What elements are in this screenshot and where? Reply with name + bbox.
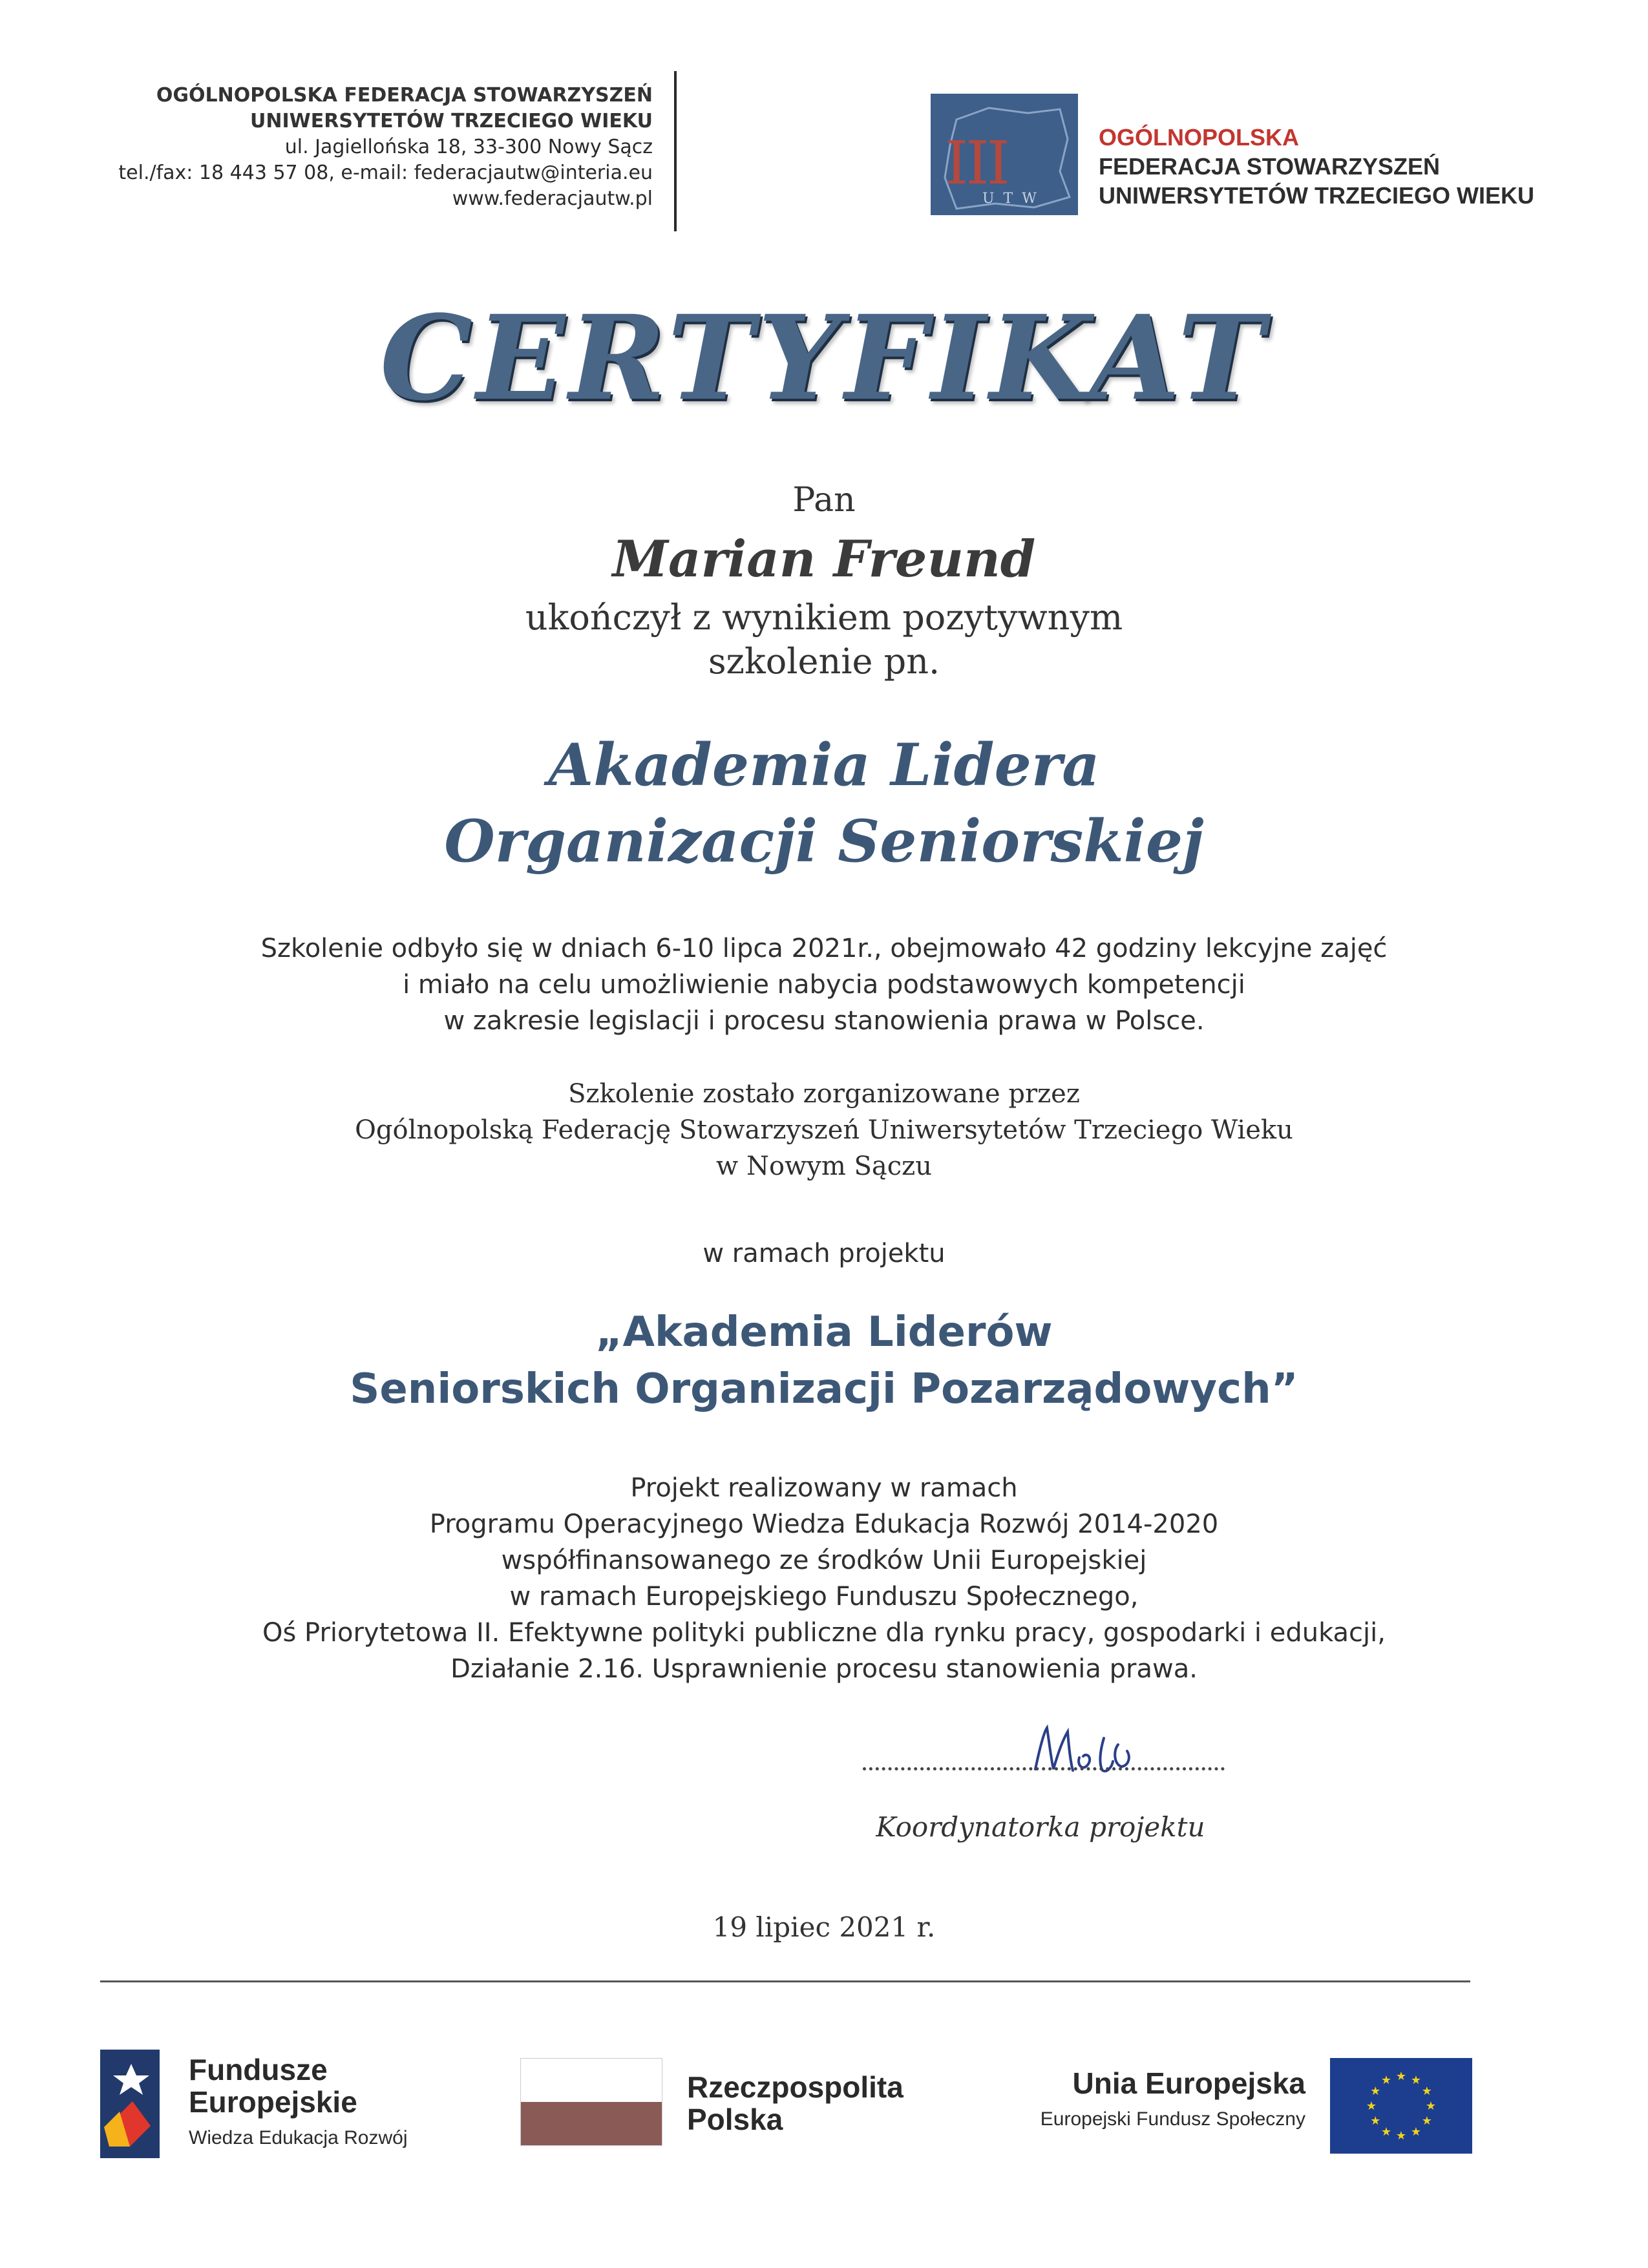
org-address: ul. Jagiellońska 18, 33-300 Nowy Sącz xyxy=(284,136,653,158)
org-name-line1: OGÓLNOPOLSKA FEDERACJA STOWARZYSZEŃ xyxy=(156,84,653,107)
eu-star-icon: ★ xyxy=(1370,2084,1381,2098)
org-contact: tel./fax: 18 443 57 08, e-mail: federacjautw@interia.eu xyxy=(118,162,653,184)
eu-star-icon: ★ xyxy=(1380,2074,1392,2088)
utw-logo xyxy=(931,94,1078,215)
completion-statement xyxy=(0,596,1648,684)
organizer-line3: w Nowym Sączu xyxy=(715,1151,932,1181)
details-line3: w zakresie legislacji i procesu stanowienia prawa w Polsce. xyxy=(443,1006,1205,1036)
polish-flag-icon xyxy=(520,2058,662,2146)
eu-star-icon: ★ xyxy=(1366,2099,1377,2113)
project-name-line2: Seniorskich Organizacji Pozarządowych” xyxy=(350,1365,1298,1413)
recipient-name: Marian Freund xyxy=(612,530,1036,589)
logo-letters: UTW xyxy=(982,191,1046,207)
ue-line2: Europejski Fundusz Społeczny xyxy=(1040,2108,1305,2130)
project-intro: w ramach projektu xyxy=(703,1239,945,1268)
organizer-line1: Szkolenie zostało zorganizowane przez xyxy=(568,1079,1080,1109)
salutation: Pan xyxy=(792,481,856,520)
funding-line1: Projekt realizowany w ramach xyxy=(630,1473,1018,1503)
course-title-line2: Organizacji Seniorskiej xyxy=(444,807,1204,876)
rzeczpospolita-polska-text xyxy=(687,2071,903,2136)
project-name-line1: „Akademia Liderów xyxy=(595,1308,1053,1356)
funding-line6: Działanie 2.16. Usprawnienie procesu stanowienia prawa. xyxy=(450,1654,1198,1684)
funding-info xyxy=(0,1470,1648,1687)
rp-line1: Rzeczpospolita xyxy=(687,2070,903,2104)
handwritten-signature xyxy=(1028,1719,1150,1783)
completion-line1: ukończył z wynikiem pozytywnym xyxy=(525,597,1123,638)
footer-divider xyxy=(100,1980,1470,1982)
details-line2: i miało na celu umożliwienie nabycia podstawowych kompetencji xyxy=(403,970,1245,1000)
ue-line1: Unia Europejska xyxy=(1072,2066,1305,2100)
org-website: www.federacjautw.pl xyxy=(452,187,653,210)
details-line1: Szkolenie odbyło się w dniach 6-10 lipca 2021r., obejmowało 42 godziny lekcyjne zajęć xyxy=(260,934,1388,963)
eu-star-icon: ★ xyxy=(1370,2114,1381,2128)
logo-text-line2: FEDERACJA STOWARZYSZEŃ xyxy=(1099,153,1441,180)
rp-line2: Polska xyxy=(687,2103,783,2136)
signature-role: Koordynatorka projektu xyxy=(876,1811,1205,1843)
logo-roman-numeral: III xyxy=(945,129,1008,198)
header-divider xyxy=(674,71,677,231)
course-title xyxy=(0,727,1648,879)
fundusze-europejskie-logo-icon xyxy=(100,2050,160,2158)
logo-text-line1: OGÓLNOPOLSKA xyxy=(1099,124,1300,151)
issue-date: 19 lipiec 2021 r. xyxy=(712,1911,936,1943)
training-details xyxy=(0,930,1648,1039)
signature-line xyxy=(863,1767,1225,1770)
fe-line3: Wiedza Edukacja Rozwój xyxy=(189,2127,408,2148)
eu-star-icon: ★ xyxy=(1421,2084,1432,2098)
eu-flag-icon xyxy=(1330,2058,1472,2154)
funding-line3: współfinansowanego ze środków Unii Europejskiej xyxy=(501,1546,1147,1575)
eu-star-icon: ★ xyxy=(1425,2099,1437,2113)
organization-address-block xyxy=(78,83,653,212)
organizer-line2: Ogólnopolską Federację Stowarzyszeń Uniwersytetów Trzeciego Wieku xyxy=(355,1115,1293,1145)
eu-star-icon: ★ xyxy=(1380,2125,1392,2139)
completion-line2: szkolenie pn. xyxy=(708,641,940,682)
eu-star-icon: ★ xyxy=(1421,2114,1432,2128)
logo-text-line3: UNIWERSYTETÓW TRZECIEGO WIEKU xyxy=(1099,182,1534,209)
logo-text-block xyxy=(1099,123,1534,210)
fundusze-europejskie-text xyxy=(189,2053,407,2152)
project-name xyxy=(0,1304,1648,1418)
organizer-info xyxy=(0,1076,1648,1184)
eu-star-icon: ★ xyxy=(1410,2074,1422,2088)
funding-line4: w ramach Europejskiego Funduszu Społecznego, xyxy=(509,1582,1139,1612)
fe-line1: Fundusze xyxy=(189,2053,328,2086)
unia-europejska-text xyxy=(969,2066,1305,2134)
eu-star-icon: ★ xyxy=(1395,2070,1407,2083)
eu-star-icon: ★ xyxy=(1410,2125,1422,2139)
fe-line2: Europejskie xyxy=(189,2085,357,2119)
eu-star-icon: ★ xyxy=(1395,2129,1407,2143)
org-name-line2: UNIWERSYTETÓW TRZECIEGO WIEKU xyxy=(250,110,653,132)
certificate-title: CERTYFIKAT xyxy=(379,290,1269,426)
funding-line5: Oś Priorytetowa II. Efektywne polityki publiczne dla rynku pracy, gospodarki i edukacji, xyxy=(262,1618,1386,1648)
course-title-line1: Akademia Lidera xyxy=(548,731,1100,799)
funding-line2: Programu Operacyjnego Wiedza Edukacja Rozwój 2014-2020 xyxy=(429,1509,1219,1539)
